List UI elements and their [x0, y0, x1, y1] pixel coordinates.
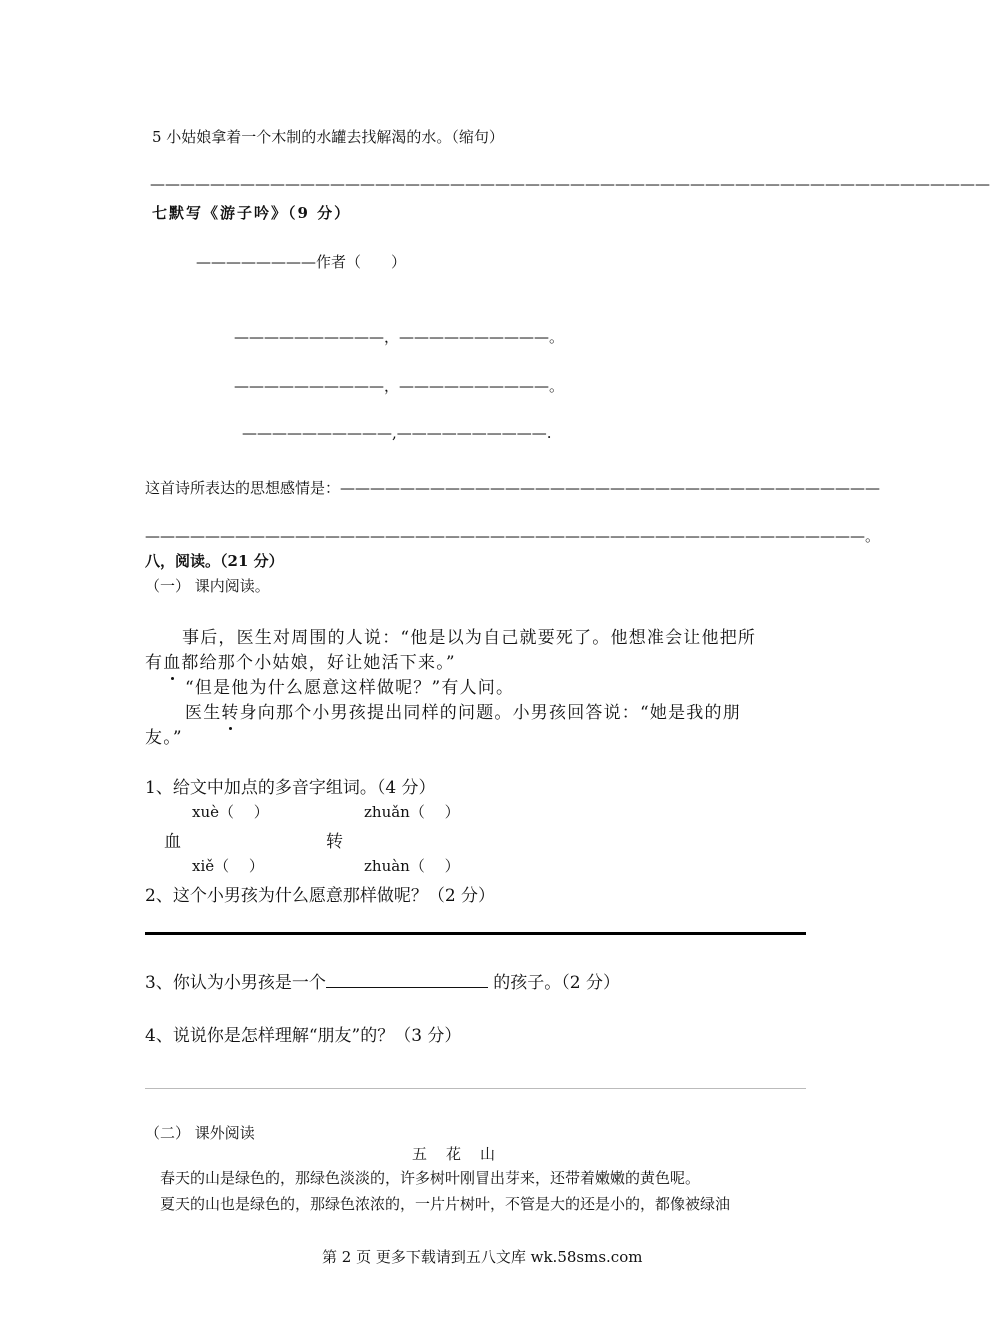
- passage-line-2: [145, 650, 456, 676]
- passage-line-3: “但是他为什么愿意这样做呢？”有人问。: [185, 678, 515, 698]
- passage-text: 有: [145, 653, 164, 673]
- pinyin-zhuan4[interactable]: zhuàn（ ）: [364, 857, 460, 875]
- char-xue: 血: [164, 832, 181, 852]
- feeling-answer-line-2[interactable]: ————————————————————————————————————————————————。: [145, 527, 881, 545]
- q3-prompt-pre: 3、你认为小男孩是一个: [145, 973, 326, 993]
- q3-prompt-post: 的孩子。（2 分）: [487, 973, 620, 993]
- section8-title: 八，阅读。（21 分）: [145, 552, 284, 570]
- section7-title: 七默写《游子吟》（9 分）: [152, 204, 352, 222]
- q2-answer-line[interactable]: [145, 932, 806, 935]
- passage-text: 身向那个小男孩提出同样的问题。小男孩回答说：“她是我的朋: [239, 703, 741, 723]
- pinyin-xie[interactable]: xiě（ ）: [192, 857, 264, 875]
- poem-line-1[interactable]: ——————————，——————————。: [234, 328, 565, 346]
- q5-sentence: 5 小姑娘拿着一个木制的水罐去找解渴的水。（缩句）: [152, 128, 504, 146]
- passage-line-5: 友。”: [145, 728, 183, 748]
- passage-text: 医生: [185, 703, 222, 723]
- story-title: 五 花 山: [412, 1145, 498, 1163]
- q3-prompt: [145, 968, 620, 993]
- feeling-label: 这首诗所表达的思想感情是：: [145, 479, 341, 497]
- feeling-answer-line[interactable]: ————————————————————————————————————: [340, 479, 881, 497]
- passage-text: 都给那个小姑娘，好让她活下来。”: [181, 653, 456, 673]
- q2-prompt: 2、这个小男孩为什么愿意那样做呢？（2 分）: [145, 886, 496, 906]
- q5-answer-line[interactable]: ————————————————————————————————————————————————————————: [150, 175, 990, 193]
- feeling-question: [145, 477, 881, 498]
- char-zhuan: 转: [326, 832, 343, 852]
- pinyin-xue[interactable]: xuè（ ）: [192, 803, 269, 821]
- dotted-char-xue: 血: [163, 653, 182, 673]
- q1-prompt: 1、给文中加点的多音字组词。（4 分）: [145, 778, 436, 798]
- passage-line-4: [185, 700, 741, 726]
- q4-answer-line[interactable]: [145, 1088, 806, 1089]
- poem-line-2[interactable]: ——————————，——————————。: [234, 377, 565, 395]
- poem-author-line[interactable]: ————————作者（ ）: [196, 253, 407, 271]
- q4-prompt: 4、说说你是怎样理解“朋友”的？（3 分）: [145, 1026, 462, 1046]
- subsection-extra-reading: （二） 课外阅读: [145, 1124, 255, 1142]
- subsection-inclass-reading: （一） 课内阅读。: [145, 577, 270, 595]
- passage-line-1: 事后，医生对周围的人说：“他是以为自己就要死了。他想准会让他把所: [182, 628, 757, 648]
- story-line-2: 夏天的山也是绿色的，那绿色浓浓的，一片片树叶，不管是大的还是小的，都像被绿油: [160, 1195, 731, 1213]
- pinyin-zhuan3[interactable]: zhuǎn（ ）: [364, 803, 460, 821]
- q3-answer-blank[interactable]: [326, 973, 488, 988]
- page-footer: 第 2 页 更多下载请到五八文库 wk.58sms.com: [322, 1248, 643, 1266]
- story-line-1: 春天的山是绿色的，那绿色淡淡的，许多树叶刚冒出芽来，还带着嫩嫩的黄色呢。: [160, 1169, 701, 1187]
- dotted-char-zhuan: 转: [221, 703, 240, 723]
- poem-line-3[interactable]: ——————————,——————————.: [242, 424, 552, 442]
